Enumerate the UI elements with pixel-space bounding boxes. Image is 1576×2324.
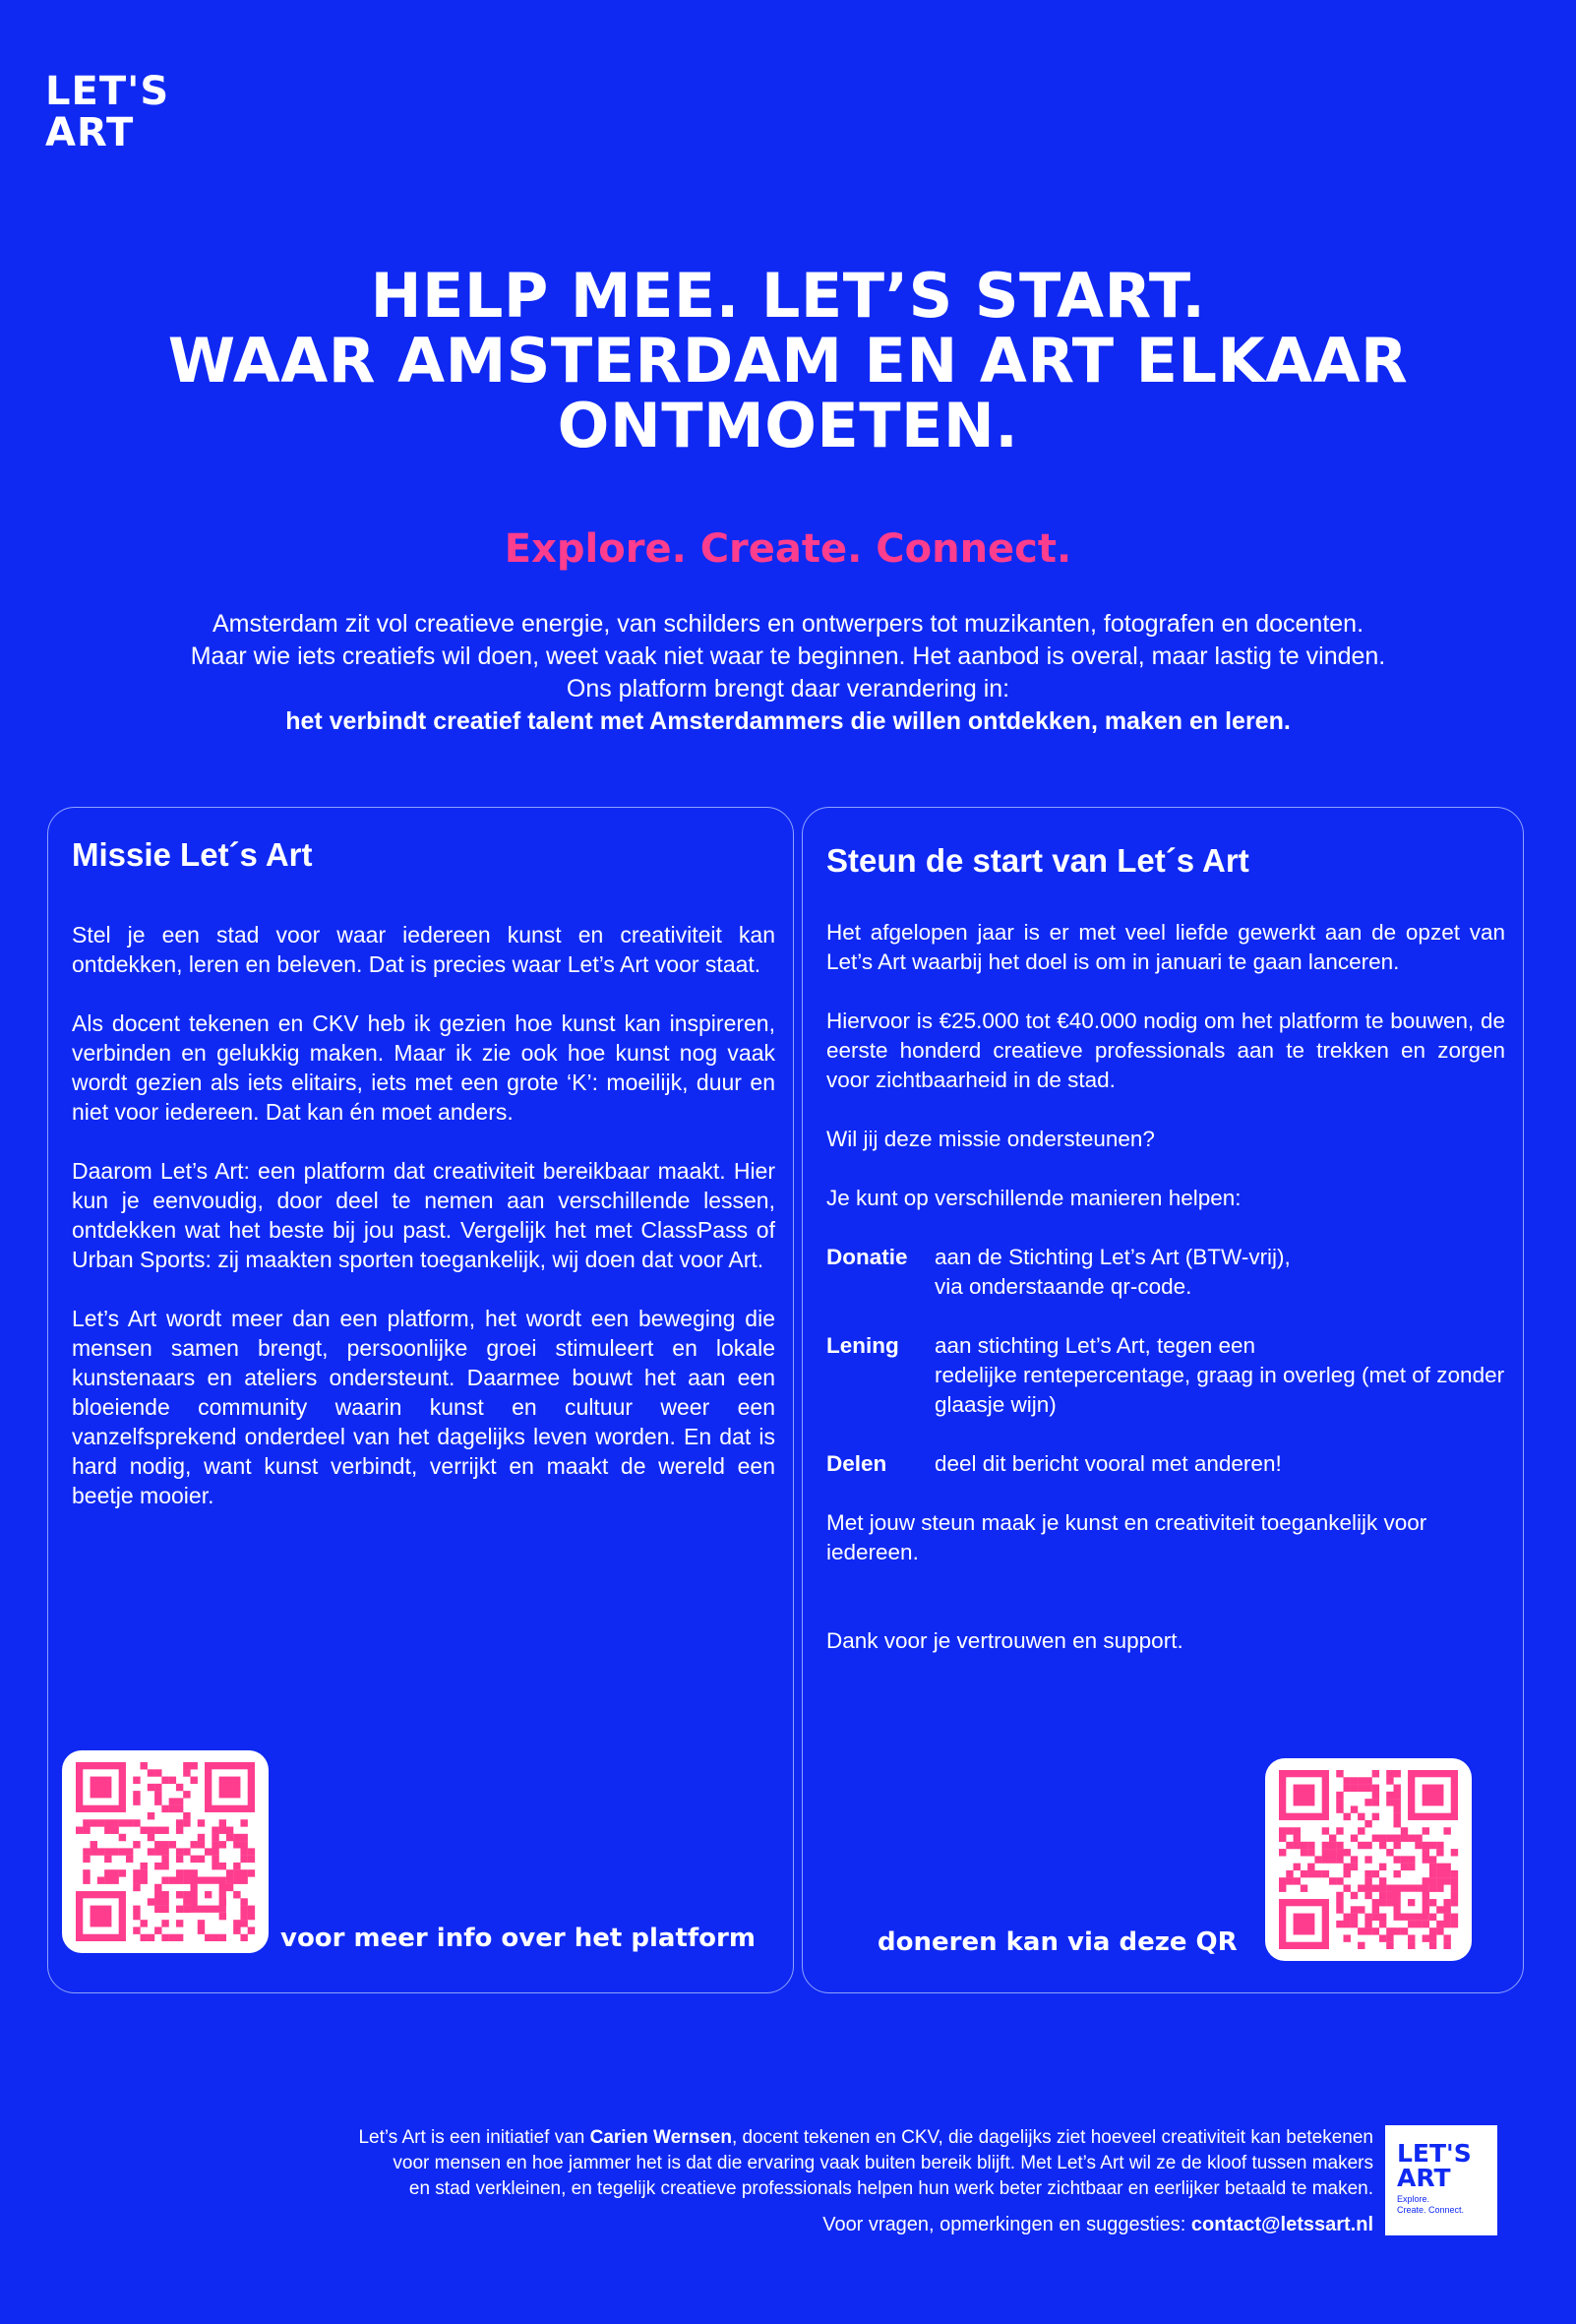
help-donatie-line-1: aan de Stichting Let’s Art (BTW-vrij), bbox=[935, 1245, 1291, 1269]
footer-logo bbox=[1385, 2125, 1497, 2235]
mission-card bbox=[47, 807, 794, 1993]
mission-paragraph-4: Let’s Art wordt meer dan een platform, het wordt een beweging die mensen samen brengt, persoonlijke groei stimuleert en lokale kunstenaars en ateliers ondersteunt. Daarmee bouwt het aan een bloeiende community waarin kunst en cultuur weer een vanzelfsprekend onderdeel van het dagelijks leven worden. En dat is hard nodig, want kunst verbindt, verrijkt en maakt de wereld een beetje mooier. bbox=[72, 1306, 775, 1508]
footer-logo-line-1: LET'S bbox=[1397, 2139, 1472, 2168]
help-option-lening bbox=[826, 1331, 1505, 1420]
brand-logo bbox=[45, 71, 169, 153]
mission-title: Missie Let´s Art bbox=[72, 836, 313, 873]
intro-line-3: Ons platform brengt daar verandering in: bbox=[566, 675, 1010, 703]
help-delen-line-1: deel dit bericht vooral met anderen! bbox=[935, 1451, 1282, 1476]
help-lening-line-2: redelijke rentepercentage, graag in overleg (met of zonder glaasje wijn) bbox=[935, 1363, 1505, 1417]
footer-text bbox=[118, 2125, 1373, 2237]
footer-line-1 bbox=[118, 2125, 1373, 2151]
footer-logo-line-2: ART bbox=[1397, 2164, 1451, 2192]
support-paragraph-6: Dank voor je vertrouwen en support. bbox=[826, 1628, 1183, 1653]
info-qr-code[interactable] bbox=[62, 1750, 269, 1953]
headline-line-1: HELP MEE. LET’S START. bbox=[370, 260, 1206, 332]
contact-label: Voor vragen, opmerkingen en suggesties: bbox=[822, 2214, 1191, 2235]
help-option-donatie bbox=[826, 1243, 1505, 1302]
footer-line-3: en stad verkleinen, en tegelijk creatieve professionals helpen hun werk beter zichtbaar en eerlijker betaald te maken. bbox=[408, 2178, 1373, 2199]
support-paragraph-1: Het afgelopen jaar is er met veel liefde gewerkt aan de opzet van Let’s Art waarbij het doel is om in januari te gaan lanceren. bbox=[826, 920, 1505, 974]
help-label-delen: Delen bbox=[826, 1451, 887, 1476]
footer-contact bbox=[118, 2212, 1373, 2237]
intro-line-2: Maar wie iets creatiefs wil doen, weet vaak niet waar te beginnen. Het aanbod is overal, maar lastig te vinden. bbox=[190, 642, 1386, 670]
support-paragraph-2: Hiervoor is €25.000 tot €40.000 nodig om het platform te bouwen, de eerste honderd creatieve professionals aan te trekken en zorgen voor zichtbaarheid in de stad. bbox=[826, 1009, 1505, 1092]
tagline: Explore. Create. Connect. bbox=[504, 526, 1072, 572]
footer-line-2: voor mensen en hoe jammer het is dat die ervaring vaak buiten bereik blijft. Met Let’s Art wil ze de kloof tussen makers bbox=[393, 2153, 1373, 2173]
mission-paragraph-3: Daarom Let’s Art: een platform dat creativiteit bereikbaar maakt. Hier kun je eenvoudig, door deel te nemen aan verschillende lessen, ontdekken wat het beste bij jou past. Vergelijk het met ClassPass of Urban Sports: zij maakten sporten toegankelijk, wij doen dat voor Art. bbox=[72, 1158, 775, 1272]
support-title: Steun de start van Let´s Art bbox=[826, 842, 1249, 879]
support-paragraph-4: Je kunt op verschillende manieren helpen: bbox=[826, 1186, 1242, 1210]
help-donatie-line-2: via onderstaande qr-code. bbox=[935, 1274, 1192, 1299]
info-qr-caption: voor meer info over het platform bbox=[280, 1924, 756, 1953]
mission-body bbox=[72, 920, 775, 1540]
help-label-donatie: Donatie bbox=[826, 1245, 908, 1269]
footer-logo-sub-2: Create. Connect. bbox=[1397, 2205, 1465, 2215]
footer-pre: Let’s Art is een initiatief van bbox=[358, 2127, 590, 2148]
intro-text bbox=[79, 608, 1497, 738]
mission-paragraph-1: Stel je een stad voor waar iedereen kunst en creativiteit kan ontdekken, leren en beleven. Dat is precies waar Let’s Art voor staat. bbox=[72, 922, 775, 977]
logo-line-1: LET'S bbox=[45, 69, 170, 114]
help-lening-line-1: aan stichting Let’s Art, tegen een bbox=[935, 1333, 1256, 1358]
help-text-lening bbox=[935, 1331, 1505, 1420]
qr-code-icon bbox=[1277, 1770, 1460, 1949]
donate-qr-caption: doneren kan via deze QR bbox=[878, 1927, 1238, 1957]
footer-logo-sub-1: Explore. bbox=[1397, 2194, 1430, 2204]
footer-post: , docent tekenen en CKV, die dagelijks ziet hoeveel creativiteit kan betekenen bbox=[731, 2127, 1373, 2148]
mission-paragraph-2: Als docent tekenen en CKV heb ik gezien hoe kunst kan inspireren, verbinden en gelukkig maken. Maar ik zie ook hoe kunst nog vaak wordt gezien als iets elitairs, iets met een grote ‘K’: moeilijk, duur en niet voor iedereen. Dat kan én moet anders. bbox=[72, 1010, 775, 1125]
headline-line-3: ONTMOETEN. bbox=[557, 390, 1019, 461]
intro-line-1: Amsterdam zit vol creatieve energie, van schilders en ontwerpers tot muzikanten, fotografen en docenten. bbox=[212, 610, 1364, 638]
footer-author-name: Carien Wernsen bbox=[589, 2127, 732, 2148]
support-paragraph-3: Wil jij deze missie ondersteunen? bbox=[826, 1127, 1155, 1151]
support-body bbox=[826, 918, 1505, 1685]
help-text-donatie bbox=[935, 1243, 1505, 1302]
intro-line-4: het verbindt creatief talent met Amsterdammers die willen ontdekken, maken en leren. bbox=[285, 707, 1291, 735]
help-option-delen bbox=[826, 1449, 1505, 1479]
headline-line-2: WAAR AMSTERDAM EN ART ELKAAR bbox=[167, 325, 1409, 397]
qr-code-icon bbox=[74, 1762, 257, 1941]
support-card bbox=[802, 807, 1524, 1993]
help-label-lening: Lening bbox=[826, 1333, 899, 1358]
support-paragraph-5: Met jouw steun maak je kunst en creativiteit toegankelijk voor iedereen. bbox=[826, 1510, 1427, 1564]
logo-line-2: ART bbox=[45, 110, 135, 155]
page-headline bbox=[59, 260, 1517, 461]
contact-email-link[interactable]: contact@letssart.nl bbox=[1190, 2214, 1373, 2235]
donate-qr-code[interactable] bbox=[1265, 1758, 1472, 1961]
help-text-delen bbox=[935, 1449, 1505, 1479]
